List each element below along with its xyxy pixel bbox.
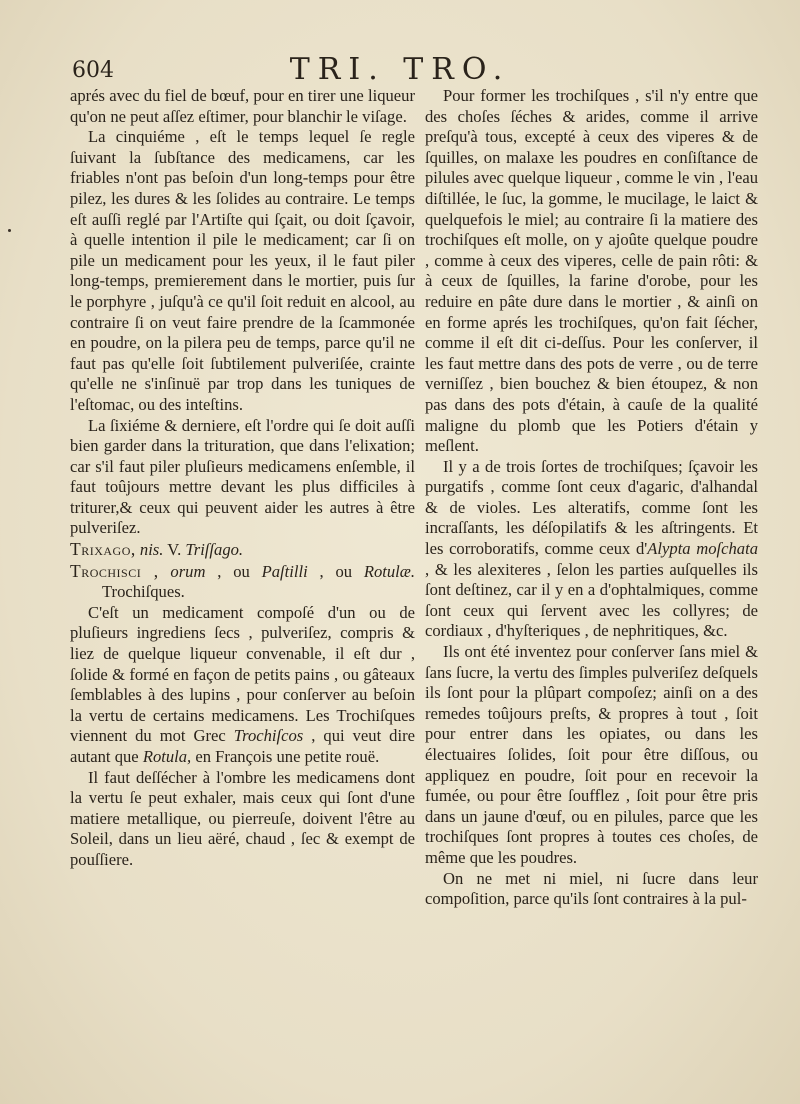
page-header bbox=[0, 52, 800, 88]
grammar-note: nis. bbox=[139, 540, 164, 560]
cross-reference: Triſſago. bbox=[185, 540, 244, 560]
paragraph: On ne met ni miel, ni ſucre dans leur compoſition, parce qu'ils ſont contraires à la pul- bbox=[425, 868, 758, 909]
see-ref: V. bbox=[167, 540, 182, 560]
left-column bbox=[70, 86, 415, 871]
greek-term: Trochiſcos bbox=[233, 726, 304, 746]
entry-trixago bbox=[70, 539, 415, 561]
text-run: Il y a de trois ſortes de trochiſques; ſçavoir les purgatifs , comme ſont ceux d'agaric, d'alhandal & de violes. Les alteratifs, comme ſont les incraſſants, les déſopilatifs & les aſtringents. Et les corroboratifs, comme ceux d' bbox=[425, 456, 758, 559]
french-term: Trochiſques. bbox=[102, 582, 185, 602]
paragraph: Ils ont été inventez pour conſerver ſans miel & ſans ſucre, la vertu des ſimples pulveriſez deſquels ils ſont pour la plûpart compoſez; ainſi on a des remedes toûjours preſts, & propres à tout , ſoit pour entrer dans les opiates, ou dans les électuaires ſolides, ſoit pour être diſſous, ou appliquez en poudre, ſoit pour en recevoir la fumée, ou pour être ſoufflez , ſoit pour être pris dans un jaune d'œuf, ou en pilules, parce que les trochiſques ſont propres à toutes ces choſes, de même que les poudres. bbox=[425, 642, 758, 867]
paragraph: Il faut deſſécher à l'ombre les medicamens dont la vertu ſe peut exhaler, mais ceux qui ſont d'une matiere metallique, ou pierreuſe, doivent l'être au Soleil, dans un lieu aëré, chaud , ſec & exempt de pouſſiere. bbox=[70, 767, 415, 869]
text-run: C'eſt un medicament compoſé d'un ou de pluſieurs ingrediens ſecs , pulveriſez, compris & liez de quelque liqueur convenable, il eſt dur , ſolide & formé en façon de petits pains , ou gâteaux ſemblables à des lupins , pour conſerver au beſoin la vertu de certains medicamens. Les Trochiſques viennent du mot Grec bbox=[70, 602, 415, 746]
right-column bbox=[425, 86, 758, 910]
paragraph: La cinquiéme , eſt le temps lequel ſe regle ſuivant la ſubſtance des medicamens, car les friables n'ont pas beſoin d'un long-temps pour être pilez, les dures & les ſolides au contraire. Le temps eſt auſſi reglé par l'Artiſte qui ſçait, ou doit ſçavoir, à quelle intention il pile le medicament; car ſi on pile un medicament pour les yeux, il le faut piler long-temps, premierement dans le mortier, puis ſur le porphyre , juſqu'à ce qu'il ſoit reduit en alcool, au contraire ſi on veut faire prendre de la ſcammonée en poudre, on la pilera peu de temps, parce qu'il ne faut pas qu'elle ſoit ſubtilement pulveriſée, crainte qu'elle ne s'inſinuë par trop dans les tuniques de l'eſtomac, ou des inteſtins. bbox=[70, 127, 415, 414]
latin-term: Alypta moſchata bbox=[647, 539, 758, 559]
text-run: en François une petite rouë. bbox=[195, 747, 380, 766]
connector: , ou bbox=[217, 561, 250, 581]
synonym: Rotulæ. bbox=[363, 561, 416, 581]
text-run: , & les alexiteres , ſelon les parties auſquelles ils ſont deſtinez, car il y en a d'ophtalmiques, comme ſont ceux qui ſervent avec les collyres; de cordiaux , d'hyſteriques , de nephritiques, &c. bbox=[425, 559, 758, 641]
connector: , ou bbox=[319, 561, 353, 581]
entry-word: Trixago, bbox=[70, 539, 136, 560]
running-head: TRI. TRO. bbox=[289, 52, 511, 87]
paragraph: Pour former les trochiſques , s'il n'y entre que des choſes ſéches & arides, comme il arrive preſqu'à tous, excepté à ceux des viperes & de ſquilles, on malaxe les poudres en conſiſtance de pilules avec quelque liqueur , comme le vin , l'eau diſtillée, le ſuc, la gomme, le mucilage, le laict & quelquefois le miel; au contraire ſi la matiere des trochiſques eſt molle, on y ajoûte quelque poudre , comme à ceux des viperes, celle de pain rôti: & à ceux de ſquilles, la farine d'orobe, pour les reduire en pâte dure dans le mortier , & ainſi on en forme aprés les trochiſques, qu'on fait ſécher, comme il eſt dit ci-deſſus. Pour les conſerver, il les faut mettre dans des pots de verre , ou de terre verniſſez , bien bouchez & bien étoupez, & non pas dans des pots d'étain, à cauſe de la qualité maligne du plomb que les Potiers d'étain y meſlent. bbox=[425, 86, 758, 456]
synonym: Paſtilli bbox=[261, 561, 308, 581]
page-number: 604 bbox=[72, 58, 114, 83]
grammar-note: orum bbox=[170, 561, 206, 581]
paragraph bbox=[70, 603, 415, 768]
paragraph: aprés avec du fiel de bœuf, pour en tirer une liqueur qu'on ne peut aſſez eſtimer, pour blanchir le viſage. bbox=[70, 86, 415, 126]
latin-term: Rotula, bbox=[142, 747, 192, 766]
entry-word: Trochisci , bbox=[70, 560, 159, 581]
entry-trochisci bbox=[70, 561, 415, 603]
paragraph bbox=[425, 457, 758, 642]
text-run: , qui veut dire autant que bbox=[70, 726, 415, 766]
ink-speck bbox=[8, 229, 11, 232]
paragraph: La ſixiéme & derniere, eſt l'ordre qui ſe doit auſſi bien garder dans la trituration, que dans l'elixation; car s'il faut piler pluſieurs medicamens enſemble, il faut toûjours mettre devant les plus difficiles à triturer,& ceux qui peuvent aider les autres à être pulveriſez. bbox=[70, 415, 415, 538]
